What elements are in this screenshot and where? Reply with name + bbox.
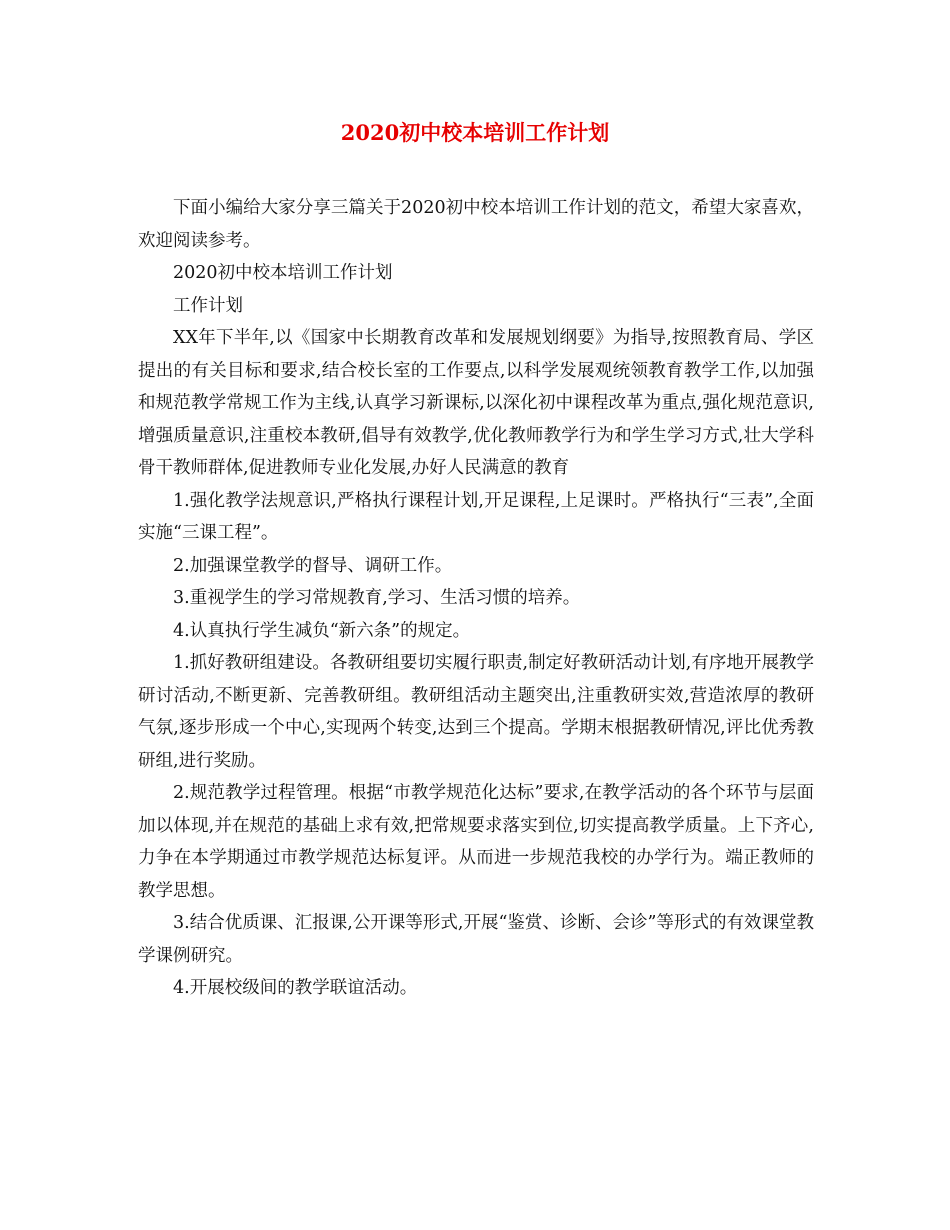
paragraph-section-heading: 工作计划 (173, 295, 243, 316)
paragraph-item-3b: 3.结合优质课、汇报课,公开课等形式,开展“鉴赏、诊断、会诊”等形式的有效课堂教学课例研究。 (138, 913, 814, 966)
paragraph-item-1a: 1.强化教学法规意识,严格执行课程计划,开足课程,上足课时。严格执行“三表”,全面实施“三课工程”。 (138, 490, 814, 543)
paragraph-subtitle: 2020初中校本培训工作计划 (173, 263, 393, 283)
paragraph-guiding-principle: XX年下半年,以《国家中长期教育改革和发展规划纲要》为指导,按照教育局、学区提出的有关目标和要求,结合校长室的工作要点,以科学发展观统领教育教学工作,以加强和规范教学常规工作为主线,认真学习新课标,以深化初中课程改革为重点,强化规范意识,增强质量意识,注重校本教研,倡导有效教学,优化教师教学行为和学生学习方式,壮大学科骨干教师群体,促进教师专业化发展,办好人民满意的教育 (138, 328, 814, 478)
paragraph-item-4b: 4.开展校级间的教学联谊活动。 (173, 978, 418, 998)
paragraph-item-2a: 2.加强课堂教学的督导、调研工作。 (173, 555, 453, 576)
paragraph-item-4a: 4.认真执行学生减负“新六条”的规定。 (173, 620, 471, 641)
paragraph-item-1b: 1.抓好教研组建设。各教研组要切实履行职责,制定好教研活动计划,有序地开展教学研讨活动,不断更新、完善教研组。教研组活动主题突出,注重教研实效,营造浓厚的教研气氛,逐步形成一个中心,实现两个转变,达到三个提高。学期末根据教研情况,评比优秀教研组,进行奖励。 (138, 653, 814, 771)
document-body (138, 192, 814, 1005)
paragraph-item-3a: 3.重视学生的学习常规教育,学习、生活习惯的培养。 (173, 588, 581, 608)
document-title: 2020初中校本培训工作计划 (340, 120, 610, 145)
paragraph-intro: 下面小编给大家分享三篇关于2020初中校本培训工作计划的范文，希望大家喜欢，欢迎阅读参考。 (138, 198, 814, 251)
paragraph-item-2b: 2.规范教学过程管理。根据“市教学规范化达标”要求,在教学活动的各个环节与层面加以体现,并在规范的基础上求有效,把常规要求落实到位,切实提高教学质量。上下齐心,力争在本学期通过市教学规范达标复评。从而进一步规范我校的办学行为。端正教师的教学思想。 (138, 783, 814, 901)
